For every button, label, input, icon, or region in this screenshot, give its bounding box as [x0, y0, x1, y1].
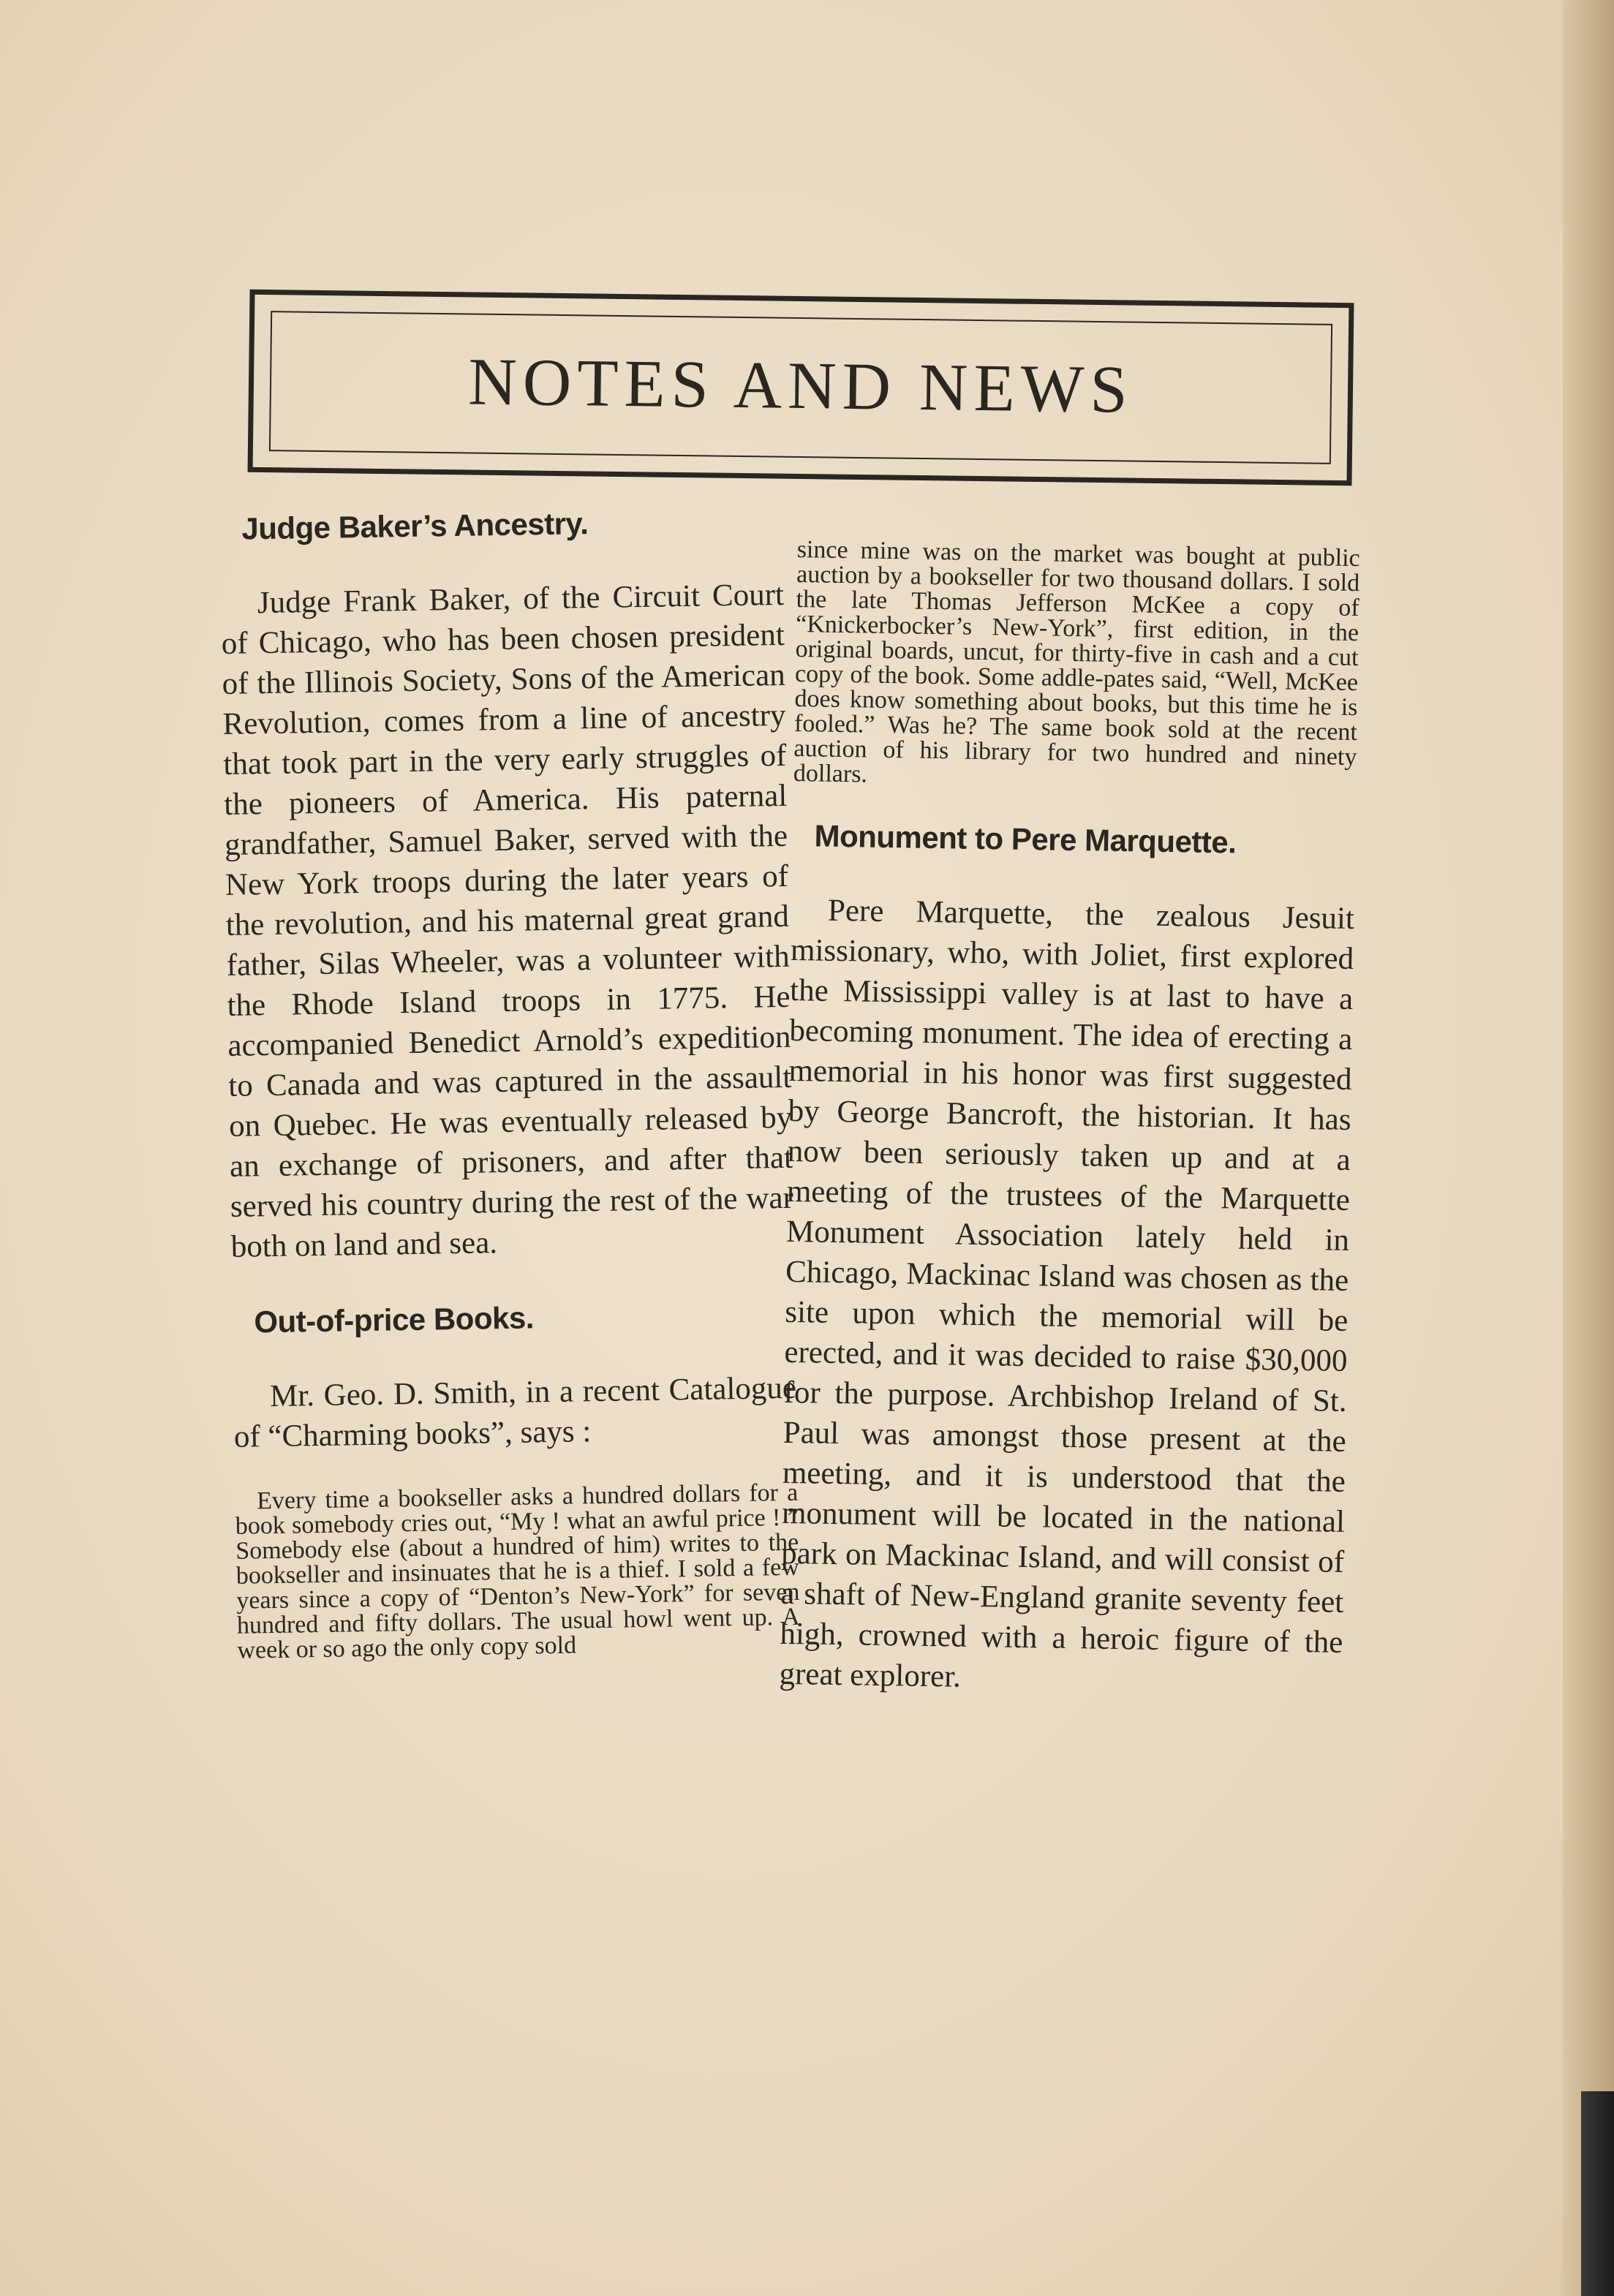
- article-pere-marquette: [779, 890, 1354, 1703]
- title-frame: [248, 290, 1354, 486]
- section-heading-judge-baker: Judge Baker’s Ancestry.: [241, 506, 589, 546]
- right-column: [779, 537, 1360, 1703]
- section-heading-pere-marquette: Monument to Pere Marquette.: [814, 818, 1237, 860]
- quoted-passage: [235, 1481, 801, 1664]
- left-column: [219, 503, 801, 1664]
- article-judge-baker: [221, 575, 795, 1267]
- article-out-of-price-intro-text: Mr. Geo. D. Smith, in a recent Catalogue of “Charming books”, says :: [233, 1370, 797, 1454]
- page-title: NOTES AND NEWS: [467, 344, 1134, 427]
- section-heading-out-of-price-books: Out-of-price Books.: [254, 1300, 535, 1340]
- quoted-passage-text: Every time a bookseller asks a hundred dollars for a book somebody cries out, “My ! what an awful price ! ” Somebody else (about a hundred of him) writes to the bookseller and insinuates that he is a thief. I sold a few years since a copy of “Denton’s New-York” for seven hundred and fifty dollars. The usual howl went up. A week or so ago the only copy sold: [235, 1479, 801, 1664]
- article-out-of-price-intro: [233, 1368, 798, 1457]
- quoted-passage-continued: since mine was on the market was bought at public auction by a bookseller for two thousand dollars. I sold the late Thomas Jefferson McKee a copy of “Knickerbocker’s New-York”, first edition, in the original boards, uncut, for thirty-five in cash and a cut copy of the book. Some addle-pates said, “Well, McKee does know something about books, but this time he is fooled.” Was he? The same book sold at the recent auction of his library for two hundred and ninety dollars.: [793, 536, 1360, 788]
- book-cover-edge: [1581, 2091, 1614, 2296]
- book-spine-edge: [1563, 0, 1614, 2296]
- article-judge-baker-text: Judge Frank Baker, of the Circuit Court of Chicago, who has been chosen president of the Illinois Society, Sons of the American Revolution, comes from a line of ancestry that took part in the very early struggles of the pioneers of America. His paternal grandfather, Samuel Baker, served with the New York troops during the later years of the revolution, and his maternal great grand father, Silas Wheeler, was a volunteer with the Rhode Island troops in 1775. He accompanied Benedict Arnold’s expedition to Canada and was captured in the assault on Quebec. He was eventually released by an exchange of prisoners, and after that served his country during the rest of the war both on land and sea.: [221, 577, 794, 1264]
- article-pere-marquette-text: Pere Marquette, the zealous Jesuit missionary, who, with Joliet, first explored the Mississippi valley is at last to have a becoming monument. The idea of erecting a memorial in his honor was first suggested by George Bancroft, the historian. It has now been seriously taken up and at a meeting of the trustees of the Marquette Monument Association lately held in Chicago, Mackinac Island was chosen as the site upon which the memorial will be erected, and it was decided to raise $30,000 for the purpose. Archbishop Ireland of St. Paul was amongst those present at the meeting, and it is understood that the monument will be located in the national park on Mackinac Island, and will consist of a shaft of New-England granite seventy feet high, crowned with a heroic figure of the great explorer.: [779, 893, 1355, 1694]
